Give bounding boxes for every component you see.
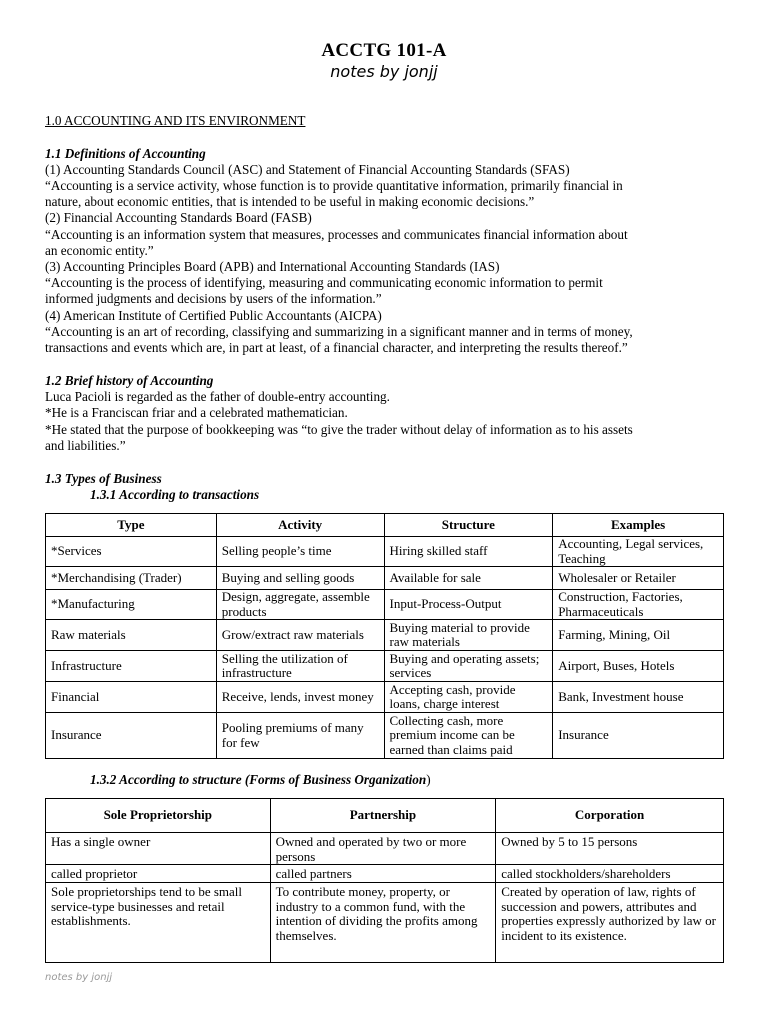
table-cell: Pooling premiums of many for few (216, 713, 384, 759)
table-cell: Raw materials (46, 620, 217, 651)
table-cell: called partners (270, 865, 496, 883)
table-row (46, 590, 724, 620)
table-row (46, 833, 724, 865)
history-line: *He stated that the purpose of bookkeeping was “to give the trader without delay of information as to his assets (45, 422, 633, 437)
subsection-heading-types: 1.3 Types of Business (45, 471, 162, 486)
table-cell: Selling the utilization of infrastructure (216, 651, 384, 682)
table-cell: Farming, Mining, Oil (553, 620, 724, 651)
table-cell: Receive, lends, invest money (216, 682, 384, 713)
business-organization-table (45, 798, 724, 963)
history-line: and liabilities.” (45, 438, 126, 453)
table-cell: Insurance (553, 713, 724, 759)
table-cell: Owned by 5 to 15 persons (496, 833, 724, 865)
table-row (46, 713, 724, 759)
table-row (46, 651, 724, 682)
definition-line: informed judgments and decisions by users of the information.” (45, 291, 382, 306)
definition-line: “Accounting is an information system that measures, processes and communicates financial information about (45, 227, 628, 242)
column-header: Activity (216, 514, 384, 537)
table-row (46, 567, 724, 590)
section-heading: 1.0 ACCOUNTING AND ITS ENVIRONMENT (45, 113, 306, 128)
table-cell: Created by operation of law, rights of succession and powers, attributes and properties expressly authorized by law or incident to its existence. (496, 883, 724, 963)
table-header-row (46, 799, 724, 833)
table-cell: Owned and operated by two or more persons (270, 833, 496, 865)
table-cell: *Services (46, 537, 217, 567)
table-row (46, 883, 724, 963)
table-cell: *Manufacturing (46, 590, 217, 620)
table-cell: Insurance (46, 713, 217, 759)
definition-line: “Accounting is the process of identifying, measuring and communicating economic information to permit (45, 275, 603, 290)
history-line: Luca Pacioli is regarded as the father of double-entry accounting. (45, 389, 390, 404)
table-cell: Airport, Buses, Hotels (553, 651, 724, 682)
table-cell: Accounting, Legal services, Teaching (553, 537, 724, 567)
table-cell: called stockholders/shareholders (496, 865, 724, 883)
definition-line: “Accounting is an art of recording, classifying and summarizing in a significant manner and in terms of money, (45, 324, 633, 339)
table-cell: Buying material to provide raw materials (384, 620, 553, 651)
definition-line: (4) American Institute of Certified Public Accountants (AICPA) (45, 308, 382, 323)
table-cell: To contribute money, property, or industry to a common fund, with the intention of dividing the profits among themselves. (270, 883, 496, 963)
structure-heading-text: 1.3.2 According to structure (Forms of Business Organization (90, 772, 427, 787)
history-line: *He is a Franciscan friar and a celebrated mathematician. (45, 405, 348, 420)
table-cell: Financial (46, 682, 217, 713)
sub-subsection-heading-transactions: 1.3.1 According to transactions (90, 487, 260, 502)
table-cell: Buying and operating assets; services (384, 651, 553, 682)
page-footer: notes by jonjj (45, 972, 113, 983)
table-row (46, 620, 724, 651)
definition-line: an economic entity.” (45, 243, 154, 258)
document-subtitle: notes by jonjj (330, 62, 438, 81)
column-header: Type (46, 514, 217, 537)
column-header: Structure (384, 514, 553, 537)
definition-line: “Accounting is a service activity, whose function is to provide quantitative information, primarily financial in (45, 178, 623, 193)
table-cell: Buying and selling goods (216, 567, 384, 590)
table-cell: *Merchandising (Trader) (46, 567, 217, 590)
subsection-heading-history: 1.2 Brief history of Accounting (45, 373, 214, 388)
table-header-row (46, 514, 724, 537)
table-cell: Selling people’s time (216, 537, 384, 567)
table-cell: Input-Process-Output (384, 590, 553, 620)
sub-subsection-heading-structure (90, 772, 431, 788)
subsection-heading-definitions: 1.1 Definitions of Accounting (45, 146, 206, 161)
table-row (46, 537, 724, 567)
table-cell: Hiring skilled staff (384, 537, 553, 567)
table-cell: Wholesaler or Retailer (553, 567, 724, 590)
definition-line: (1) Accounting Standards Council (ASC) and Statement of Financial Accounting Standards (SFAS) (45, 162, 570, 177)
table-cell: Design, aggregate, assemble products (216, 590, 384, 620)
table-cell: Available for sale (384, 567, 553, 590)
column-header: Examples (553, 514, 724, 537)
definition-line: transactions and events which are, in part at least, of a financial character, and interpreting the results thereof.” (45, 340, 628, 355)
table-cell: Has a single owner (46, 833, 271, 865)
document-title: ACCTG 101-A (321, 40, 447, 61)
table-cell: Collecting cash, more premium income can be earned than claims paid (384, 713, 553, 759)
column-header: Sole Proprietorship (46, 799, 271, 833)
table-row (46, 865, 724, 883)
definition-line: nature, about economic entities, that is intended to be useful in making economic decisions.” (45, 194, 535, 209)
table-row (46, 682, 724, 713)
table-cell: Construction, Factories, Pharmaceuticals (553, 590, 724, 620)
table-cell: Grow/extract raw materials (216, 620, 384, 651)
definition-line: (3) Accounting Principles Board (APB) and International Accounting Standards (IAS) (45, 259, 500, 274)
table-cell: called proprietor (46, 865, 271, 883)
column-header: Partnership (270, 799, 496, 833)
column-header: Corporation (496, 799, 724, 833)
table-cell: Infrastructure (46, 651, 217, 682)
table-cell: Bank, Investment house (553, 682, 724, 713)
structure-heading-paren: ) (426, 772, 431, 787)
table-cell: Sole proprietorships tend to be small service-type businesses and retail establishments. (46, 883, 271, 963)
table-cell: Accepting cash, provide loans, charge interest (384, 682, 553, 713)
business-types-table (45, 513, 724, 759)
definition-line: (2) Financial Accounting Standards Board (FASB) (45, 210, 312, 225)
